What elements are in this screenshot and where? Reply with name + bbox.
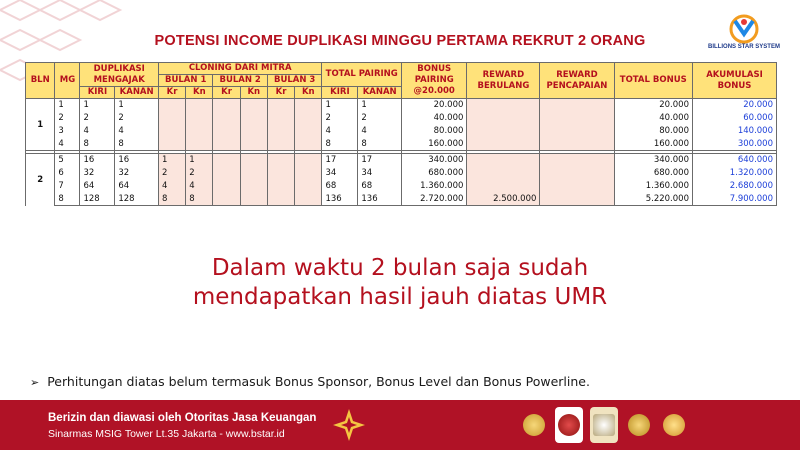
total-pairing-kiri-cell: 34 [322, 167, 358, 180]
total-bonus-cell: 20.000 [614, 99, 692, 112]
bulan1-kr-cell: 1 [158, 154, 185, 167]
bln-cell: 1 [26, 99, 55, 151]
kanan-cell: 8 [115, 138, 159, 151]
bonus-pairing-cell: 340.000 [402, 154, 467, 167]
bulan3-kn-cell [295, 193, 322, 206]
kanan-cell: 16 [115, 154, 159, 167]
kanan-cell: 32 [115, 167, 159, 180]
total-bonus-cell: 680.000 [614, 167, 692, 180]
header-b2-kr: Kr [213, 87, 240, 99]
akumulasi-bonus-cell: 2.680.000 [692, 180, 776, 193]
bulan1-kn-cell: 4 [186, 180, 213, 193]
bulan1-kr-cell [158, 125, 185, 138]
footer-bar [0, 400, 800, 450]
total-bonus-cell: 40.000 [614, 112, 692, 125]
reward-pencapaian-cell [540, 154, 614, 167]
bulan3-kr-cell [267, 154, 294, 167]
kiri-cell: 64 [80, 180, 115, 193]
total-bonus-cell: 5.220.000 [614, 193, 692, 206]
kiri-cell: 16 [80, 154, 115, 167]
bulan2-kr-cell [213, 193, 240, 206]
kanan-cell: 128 [115, 193, 159, 206]
header-reward-pencapaian: REWARD PENCAPAIAN [540, 63, 614, 99]
arrow-bullet-icon: ➢ [30, 376, 40, 389]
table-row [26, 180, 777, 193]
table-row [26, 193, 777, 206]
total-pairing-kanan-cell: 17 [358, 154, 402, 167]
header-cloning: CLONING DARI MITRA [158, 63, 321, 75]
header-bulan-2: BULAN 2 [213, 75, 267, 87]
bulan3-kr-cell [267, 193, 294, 206]
bulan2-kn-cell [240, 125, 267, 138]
table-row [26, 125, 777, 138]
bonus-pairing-cell: 80.000 [402, 125, 467, 138]
bulan2-kr-cell [213, 180, 240, 193]
reward-pencapaian-cell [540, 193, 614, 206]
bulan1-kr-cell: 8 [158, 193, 185, 206]
bln-cell: 2 [26, 154, 55, 206]
akumulasi-bonus-cell: 640.000 [692, 154, 776, 167]
bulan1-kr-cell: 2 [158, 167, 185, 180]
star-logo-icon [727, 14, 761, 44]
bulan2-kn-cell [240, 193, 267, 206]
bulan3-kr-cell [267, 112, 294, 125]
bulan2-kr-cell [213, 138, 240, 151]
logo-brand-text: BILLIONS STAR SYSTEM [708, 44, 780, 50]
header-tp-kanan: KANAN [358, 87, 402, 99]
total-bonus-cell: 340.000 [614, 154, 692, 167]
kiri-cell: 2 [80, 112, 115, 125]
award-badge-icon [625, 407, 653, 443]
total-pairing-kanan-cell: 136 [358, 193, 402, 206]
table-row [26, 99, 777, 112]
header-kanan: KANAN [115, 87, 159, 99]
header-b3-kn: Kn [295, 87, 322, 99]
mg-cell: 1 [55, 99, 80, 112]
table-row [26, 154, 777, 167]
bulan1-kn-cell [186, 125, 213, 138]
bulan2-kr-cell [213, 125, 240, 138]
akumulasi-bonus-cell: 7.900.000 [692, 193, 776, 206]
bulan1-kr-cell: 4 [158, 180, 185, 193]
bulan1-kn-cell: 1 [186, 154, 213, 167]
headline [0, 254, 800, 312]
total-pairing-kiri-cell: 136 [322, 193, 358, 206]
reward-berulang-cell [467, 154, 540, 167]
bulan1-kn-cell [186, 138, 213, 151]
bulan3-kr-cell [267, 99, 294, 112]
bonus-pairing-cell: 40.000 [402, 112, 467, 125]
total-pairing-kanan-cell: 1 [358, 99, 402, 112]
kanan-cell: 64 [115, 180, 159, 193]
kiri-cell: 4 [80, 125, 115, 138]
reward-berulang-cell [467, 125, 540, 138]
akumulasi-bonus-cell: 140.000 [692, 125, 776, 138]
header-bulan-1: BULAN 1 [158, 75, 212, 87]
company-logo [708, 14, 780, 60]
header-b1-kr: Kr [158, 87, 185, 99]
bulan2-kr-cell [213, 154, 240, 167]
total-pairing-kanan-cell: 2 [358, 112, 402, 125]
bulan1-kn-cell: 8 [186, 193, 213, 206]
header-tp-kiri: KIRI [322, 87, 358, 99]
bonus-pairing-cell: 160.000 [402, 138, 467, 151]
mg-cell: 7 [55, 180, 80, 193]
bulan3-kn-cell [295, 112, 322, 125]
bulan3-kn-cell [295, 154, 322, 167]
total-pairing-kiri-cell: 4 [322, 125, 358, 138]
bulan3-kn-cell [295, 99, 322, 112]
reward-berulang-cell [467, 167, 540, 180]
header-b1-kn: Kn [186, 87, 213, 99]
header-bonus-pairing: BONUS PAIRING @20.000 [402, 63, 467, 99]
kiri-cell: 1 [80, 99, 115, 112]
bulan3-kn-cell [295, 125, 322, 138]
reward-berulang-cell [467, 138, 540, 151]
kanan-cell: 2 [115, 112, 159, 125]
kanan-cell: 4 [115, 125, 159, 138]
reward-pencapaian-cell [540, 138, 614, 151]
bulan1-kr-cell [158, 99, 185, 112]
header-b3-kr: Kr [267, 87, 294, 99]
akumulasi-bonus-cell: 1.320.000 [692, 167, 776, 180]
total-pairing-kanan-cell: 68 [358, 180, 402, 193]
bulan1-kn-cell: 2 [186, 167, 213, 180]
reward-pencapaian-cell [540, 125, 614, 138]
total-pairing-kiri-cell: 2 [322, 112, 358, 125]
bulan2-kr-cell [213, 167, 240, 180]
bonus-pairing-cell: 680.000 [402, 167, 467, 180]
header-total-pairing: TOTAL PAIRING [322, 63, 402, 87]
bulan3-kn-cell [295, 138, 322, 151]
total-pairing-kiri-cell: 8 [322, 138, 358, 151]
header-mg: MG [55, 63, 80, 99]
header-kiri: KIRI [80, 87, 115, 99]
bulan1-kr-cell [158, 112, 185, 125]
header-total-bonus: TOTAL BONUS [614, 63, 692, 99]
reward-berulang-cell [467, 180, 540, 193]
mg-cell: 3 [55, 125, 80, 138]
total-pairing-kiri-cell: 17 [322, 154, 358, 167]
header-bln: BLN [26, 63, 55, 99]
kiri-cell: 8 [80, 138, 115, 151]
award-badge-icon [660, 407, 688, 443]
header-akumulasi-bonus: AKUMULASI BONUS [692, 63, 776, 99]
bulan1-kr-cell [158, 138, 185, 151]
total-pairing-kiri-cell: 1 [322, 99, 358, 112]
footer-license-text: Berizin dan diawasi oleh Otoritas Jasa Keuangan [48, 412, 317, 424]
total-pairing-kiri-cell: 68 [322, 180, 358, 193]
total-pairing-kanan-cell: 34 [358, 167, 402, 180]
total-pairing-kanan-cell: 4 [358, 125, 402, 138]
total-bonus-cell: 160.000 [614, 138, 692, 151]
table-row [26, 138, 777, 151]
bulan2-kn-cell [240, 99, 267, 112]
star-emblem-icon [332, 408, 366, 442]
bulan2-kr-cell [213, 112, 240, 125]
total-bonus-cell: 80.000 [614, 125, 692, 138]
header-reward-berulang: REWARD BERULANG [467, 63, 540, 99]
bulan3-kr-cell [267, 138, 294, 151]
akumulasi-bonus-cell: 300.000 [692, 138, 776, 151]
header-duplikasi: DUPLIKASI MENGAJAK [80, 63, 158, 87]
kiri-cell: 128 [80, 193, 115, 206]
akumulasi-bonus-cell: 60.000 [692, 112, 776, 125]
kiri-cell: 32 [80, 167, 115, 180]
award-badges [520, 407, 688, 443]
mg-cell: 2 [55, 112, 80, 125]
total-pairing-kanan-cell: 8 [358, 138, 402, 151]
reward-berulang-cell: 2.500.000 [467, 193, 540, 206]
award-badge-icon [555, 407, 583, 443]
award-badge-icon [520, 407, 548, 443]
bulan3-kr-cell [267, 125, 294, 138]
bulan2-kn-cell [240, 167, 267, 180]
header-b2-kn: Kn [240, 87, 267, 99]
total-bonus-cell: 1.360.000 [614, 180, 692, 193]
reward-berulang-cell [467, 99, 540, 112]
bulan1-kn-cell [186, 99, 213, 112]
reward-pencapaian-cell [540, 167, 614, 180]
bulan2-kr-cell [213, 99, 240, 112]
akumulasi-bonus-cell: 20.000 [692, 99, 776, 112]
mg-cell: 6 [55, 167, 80, 180]
bulan2-kn-cell [240, 154, 267, 167]
mg-cell: 4 [55, 138, 80, 151]
award-badge-icon [590, 407, 618, 443]
mg-cell: 8 [55, 193, 80, 206]
bonus-pairing-cell: 20.000 [402, 99, 467, 112]
bulan3-kr-cell [267, 167, 294, 180]
bulan2-kn-cell [240, 180, 267, 193]
footnote [30, 374, 590, 389]
footnote-text: Perhitungan diatas belum termasuk Bonus Sponsor, Bonus Level dan Bonus Powerline. [47, 374, 590, 389]
headline-line-2: mendapatkan hasil jauh diatas UMR [192, 284, 608, 310]
reward-pencapaian-cell [540, 112, 614, 125]
bulan3-kr-cell [267, 180, 294, 193]
reward-pencapaian-cell [540, 180, 614, 193]
bonus-pairing-cell: 2.720.000 [402, 193, 467, 206]
page-title: POTENSI INCOME DUPLIKASI MINGGU PERTAMA REKRUT 2 ORANG [154, 33, 646, 49]
mg-cell: 5 [55, 154, 80, 167]
reward-berulang-cell [467, 112, 540, 125]
table-row [26, 112, 777, 125]
footer-address-text: Sinarmas MSIG Tower Lt.35 Jakarta - www.bstar.id [48, 428, 285, 440]
income-table [25, 62, 777, 206]
bulan1-kn-cell [186, 112, 213, 125]
bulan2-kn-cell [240, 138, 267, 151]
bonus-pairing-cell: 1.360.000 [402, 180, 467, 193]
headline-line-1: Dalam waktu 2 bulan saja sudah [211, 255, 589, 281]
table-row [26, 167, 777, 180]
bulan3-kn-cell [295, 167, 322, 180]
kanan-cell: 1 [115, 99, 159, 112]
bulan2-kn-cell [240, 112, 267, 125]
header-bulan-3: BULAN 3 [267, 75, 322, 87]
reward-pencapaian-cell [540, 99, 614, 112]
bulan3-kn-cell [295, 180, 322, 193]
